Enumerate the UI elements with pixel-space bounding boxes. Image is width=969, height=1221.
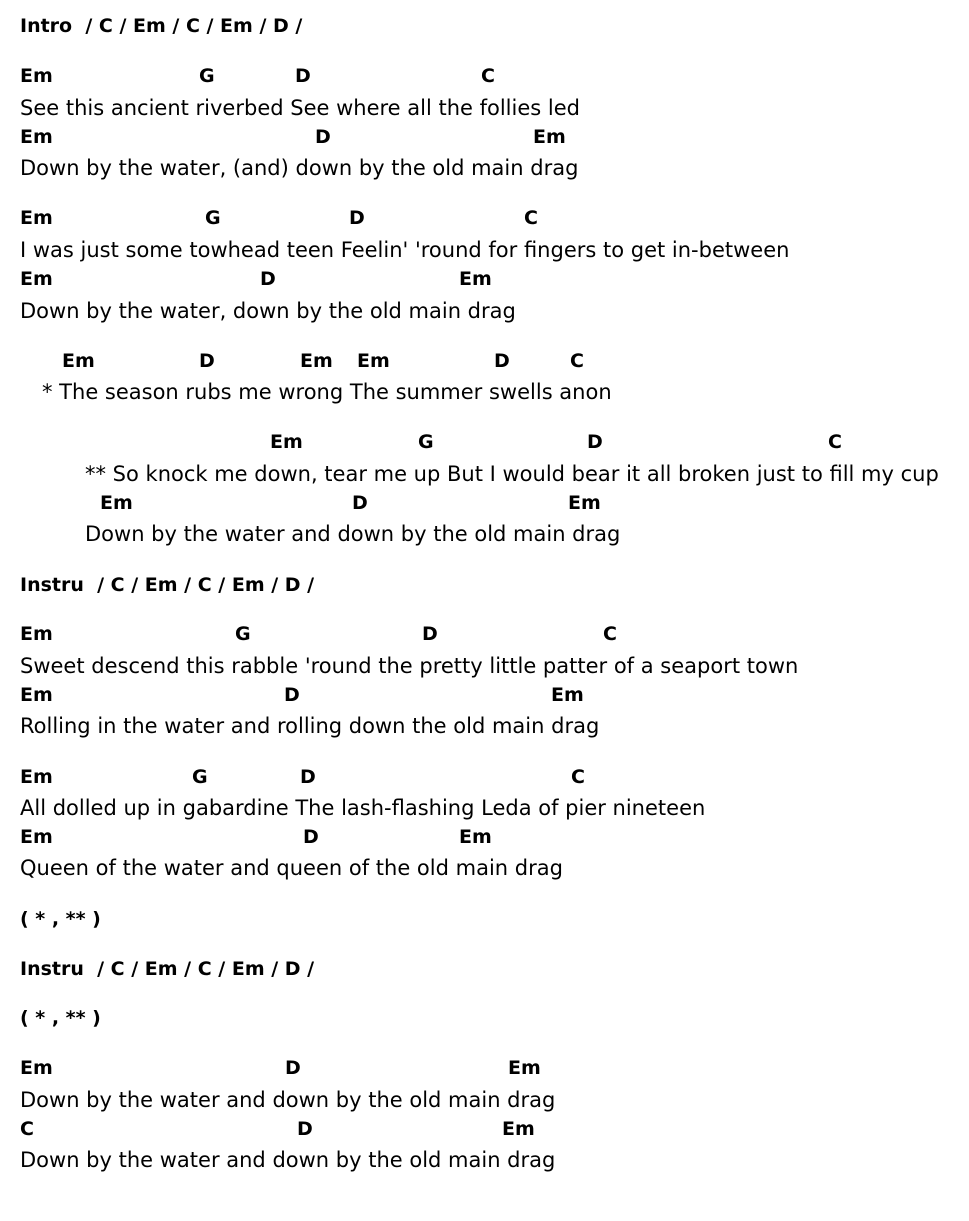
chord: D [284, 684, 300, 706]
chord: G [192, 766, 208, 788]
chord: Em [62, 350, 95, 372]
chord: D [199, 350, 215, 372]
lyric-line: * The season rubs me wrong The summer swells anon [42, 380, 612, 404]
chord: D [587, 431, 603, 453]
chord: C [828, 431, 842, 453]
chord: D [349, 207, 365, 229]
lyric-line: Queen of the water and queen of the old main drag [20, 856, 563, 880]
chord: Em [20, 826, 53, 848]
lyric-line: Down by the water, (and) down by the old main drag [20, 156, 579, 180]
lyric-line: See this ancient riverbed See where all the follies led [20, 96, 580, 120]
chord: G [418, 431, 434, 453]
instrumental-line: Instru / C / Em / C / Em / D / [20, 574, 315, 596]
lyric-line: Down by the water and down by the old main drag [85, 522, 621, 546]
chord: G [199, 65, 215, 87]
chord: D [352, 492, 368, 514]
lyric-line: Down by the water and down by the old main drag [20, 1088, 556, 1112]
chord: Em [20, 766, 53, 788]
lyric-line: Rolling in the water and rolling down the old main drag [20, 714, 600, 738]
chord: C [481, 65, 495, 87]
chord: D [303, 826, 319, 848]
chord: G [205, 207, 221, 229]
chord: Em [20, 684, 53, 706]
chord: Em [20, 1057, 53, 1079]
chord: Em [20, 126, 53, 148]
chord: D [300, 766, 316, 788]
chord: D [285, 1057, 301, 1079]
chord: D [297, 1118, 313, 1140]
lyric-line: ** So knock me down, tear me up But I would bear it all broken just to fill my cup [85, 462, 939, 486]
chord: C [603, 623, 617, 645]
lyric-line: Sweet descend this rabble 'round the pretty little patter of a seaport town [20, 654, 799, 678]
chord: Em [459, 826, 492, 848]
chord: C [570, 350, 584, 372]
repeat-marker: ( * , ** ) [20, 1007, 101, 1029]
chord: Em [533, 126, 566, 148]
chord: Em [300, 350, 333, 372]
chord: Em [20, 268, 53, 290]
chord: D [494, 350, 510, 372]
lyric-line: Down by the water, down by the old main drag [20, 299, 516, 323]
chord: D [315, 126, 331, 148]
chord: Em [551, 684, 584, 706]
chord: Em [20, 623, 53, 645]
instrumental-line: Instru / C / Em / C / Em / D / [20, 958, 315, 980]
chord: C [571, 766, 585, 788]
chord: G [235, 623, 251, 645]
intro-line: Intro / C / Em / C / Em / D / [20, 15, 303, 37]
chord: Em [20, 65, 53, 87]
chord: Em [357, 350, 390, 372]
chord: Em [502, 1118, 535, 1140]
chord: Em [459, 268, 492, 290]
chord: C [524, 207, 538, 229]
chord: Em [270, 431, 303, 453]
lyric-line: I was just some towhead teen Feelin' 'round for fingers to get in-between [20, 238, 790, 262]
chord: Em [20, 207, 53, 229]
chord: Em [568, 492, 601, 514]
chord: D [260, 268, 276, 290]
chord: C [20, 1118, 34, 1140]
chord: Em [100, 492, 133, 514]
chord: D [295, 65, 311, 87]
repeat-marker: ( * , ** ) [20, 908, 101, 930]
chord: Em [508, 1057, 541, 1079]
chord: D [422, 623, 438, 645]
lyric-line: All dolled up in gabardine The lash-flashing Leda of pier nineteen [20, 796, 706, 820]
lyric-line: Down by the water and down by the old main drag [20, 1148, 556, 1172]
